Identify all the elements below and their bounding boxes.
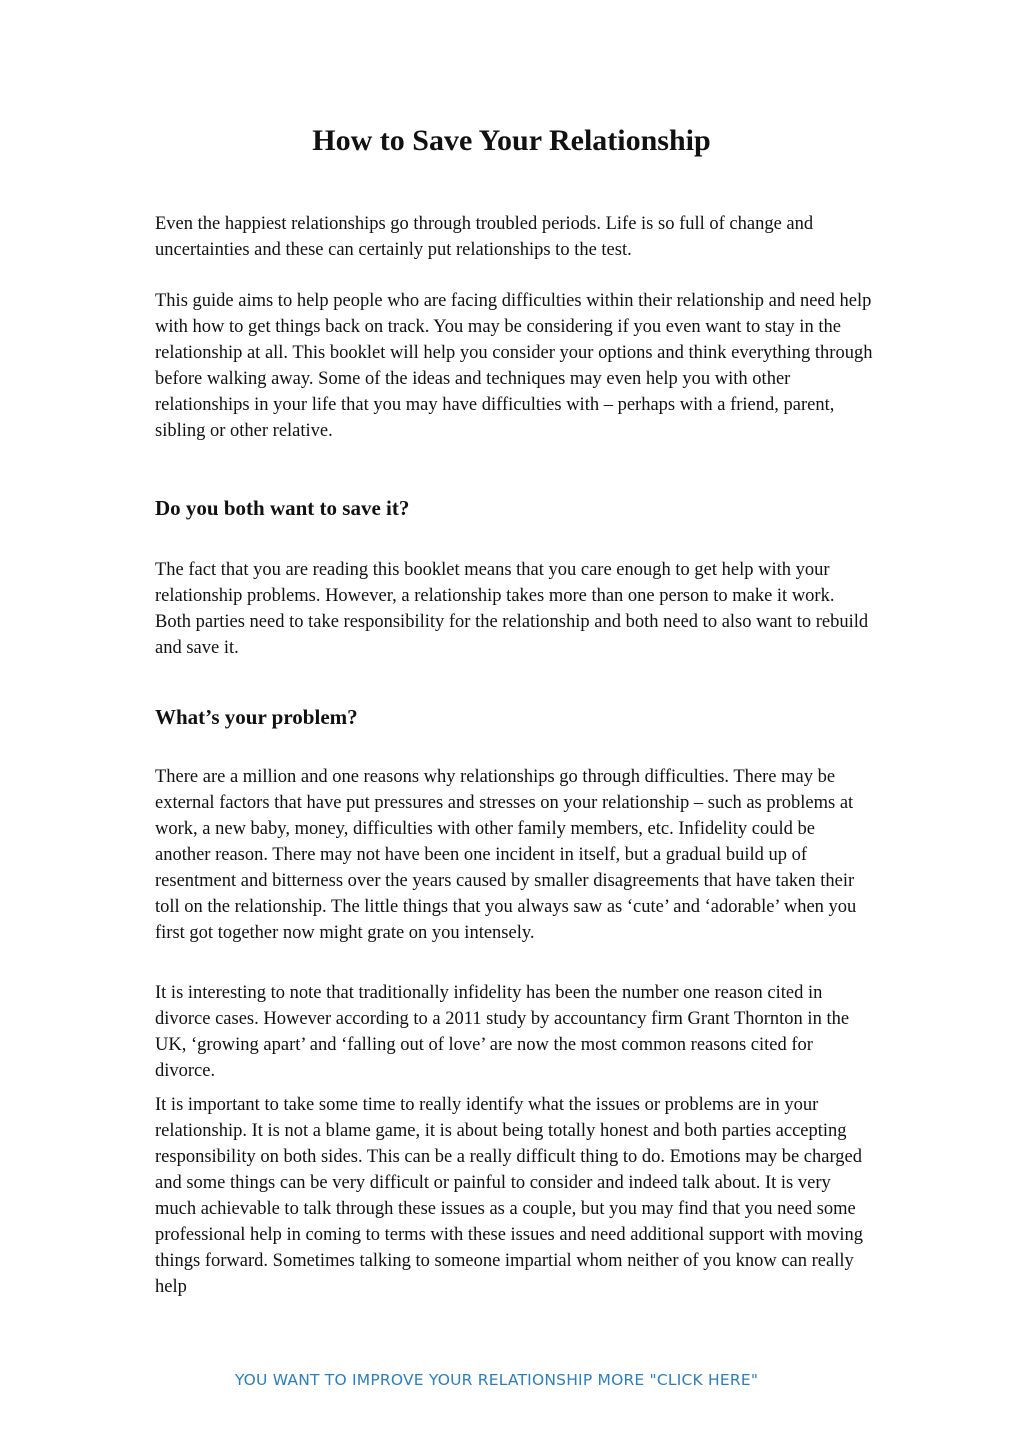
section-paragraph-problem-1: There are a million and one reasons why relationships go through difficulties. There may be external factors that have put pressures and stresses on your relationship – such as problems at work, a new baby, money, difficulties with other family members, etc. Infidelity could be another reason. There may not have been one incident in itself, but a gradual build up of resentment and bitterness over the years caused by smaller disagreements that have taken their toll on the relationship. The little things that you always saw as ‘cute’ and ‘adorable’ when you first got together now might grate on you intensely. [155,767,857,943]
click-here-link[interactable]: YOU WANT TO IMPROVE YOUR RELATIONSHIP MORE "CLICK HERE" [234,1371,759,1389]
section-heading-problem: What’s your problem? [155,705,358,729]
page-title: How to Save Your Relationship [312,124,711,157]
section-paragraph-save-it: The fact that you are reading this booklet means that you care enough to get help with your relationship problems. However, a relationship takes more than one person to make it work. Both parties need to take responsibility for the relationship and both need to also want to rebuild and save it. [155,560,869,658]
intro-paragraph-1: Even the happiest relationships go through troubled periods. Life is so full of change and uncertainties and these can certainly put relationships to the test. [155,214,814,260]
section-heading-save-it: Do you both want to save it? [155,496,410,520]
section-paragraph-problem-3: It is important to take some time to really identify what the issues or problems are in your relationship. It is not a blame game, it is about being totally honest and both parties accepting responsibility on both sides. This can be a really difficult thing to do. Emotions may be charged and some things can be very difficult or painful to consider and indeed talk about. It is very much achievable to talk through these issues as a couple, but you may find that you need some professional help in coming to terms with these issues and need additional support with moving things forward. Sometimes talking to someone impartial whom neither of you know can really help [155,1095,864,1297]
intro-paragraph-2: This guide aims to help people who are facing difficulties within their relationship and need help with how to get things back on track. You may be considering if you even want to stay in the relationship at all. This booklet will help you consider your options and think everything through before walking away. Some of the ideas and techniques may even help you with other relationships in your life that you may have difficulties with – perhaps with a friend, parent, sibling or other relative. [155,291,873,441]
section-paragraph-problem-2: It is interesting to note that traditionally infidelity has been the number one reason cited in divorce cases. However according to a 2011 study by accountancy firm Grant Thornton in the UK, ‘growing apart’ and ‘falling out of love’ are now the most common reasons cited for divorce. [155,983,850,1081]
